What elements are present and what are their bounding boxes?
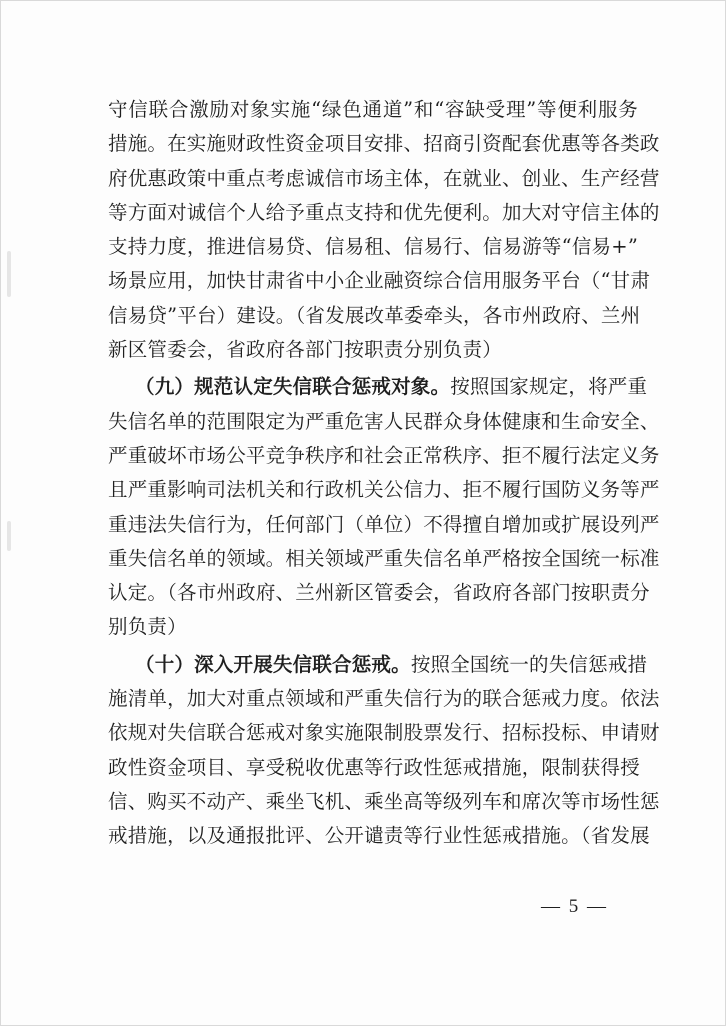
text-line: 别负责） bbox=[108, 615, 187, 639]
text-line: 等方面对诚信个人给予重点支持和优先便利。加大对守信主体的 bbox=[108, 200, 660, 224]
text-line: 且严重影响司法机关和行政机关公信力、拒不履行国防义务等严 bbox=[108, 478, 660, 502]
text-line: 守信联合激励对象实施“绿色通道”和“容缺受理”等便利服务 bbox=[108, 98, 638, 121]
text-line: 重失信名单的领域。相关领域严重失信名单严格按全国统一标准 bbox=[108, 546, 660, 570]
text-line: 戒措施，以及通报批评、公开谴责等行业性惩戒措施。（省发展 bbox=[108, 824, 650, 848]
text-line: 政性资金项目、享受税收优惠等行政性惩戒措施，限制获得授 bbox=[108, 755, 640, 779]
paragraph-first-line bbox=[108, 648, 648, 682]
text-line: 信易贷”平台）建设。（省发展改革委牵头，各市州政府、兰州 bbox=[108, 303, 641, 327]
text-span: 按照全国统一的失信惩戒措 bbox=[410, 652, 648, 676]
text-line: 场景应用，加快甘肃省中小企业融资综合信用服务平台（“甘肃 bbox=[108, 269, 651, 293]
section-heading: （九）规范认定失信联合惩戒对象。 bbox=[135, 375, 451, 399]
paragraph-first-line bbox=[108, 370, 648, 404]
body-text bbox=[108, 93, 660, 854]
text-line: 依规对失信联合惩戒对象实施限制股票发行、招标投标、申请财 bbox=[108, 721, 660, 745]
text-line: 施清单，加大对重点领域和严重失信行为的联合惩戒力度。依法 bbox=[108, 687, 660, 711]
text-line: 新区管委会，省政府各部门按职责分别负责） bbox=[108, 338, 503, 362]
text-line: 严重破坏市场公平竞争秩序和社会正常秩序、拒不履行法定义务 bbox=[108, 443, 660, 467]
page-number: — 5 — bbox=[541, 896, 608, 917]
binding-mark bbox=[7, 251, 11, 297]
text-line: 府优惠政策中重点考虑诚信市场主体，在就业、创业、生产经营 bbox=[108, 166, 660, 190]
text-line: 信、购买不动产、乘坐飞机、乘坐高等级列车和席次等市场性惩 bbox=[108, 789, 660, 813]
text-line: 认定。（各市州政府、兰州新区管委会，省政府各部门按职责分 bbox=[108, 581, 650, 605]
text-line: 失信名单的范围限定为严重危害人民群众身体健康和生命安全、 bbox=[108, 409, 660, 433]
binding-mark bbox=[7, 521, 11, 551]
text-line: 支持力度，推进信易贷、信易租、信易行、信易游等“信易+” bbox=[108, 235, 638, 259]
text-line: 措施。在实施财政性资金项目安排、招商引资配套优惠等各类政 bbox=[108, 132, 660, 156]
text-span: 按照国家规定，将严重 bbox=[450, 375, 648, 399]
section-heading: （十）深入开展失信联合惩戒。 bbox=[135, 652, 411, 676]
text-line: 重违法失信行为，任何部门（单位）不得擅自增加或扩展设列严 bbox=[108, 512, 660, 536]
